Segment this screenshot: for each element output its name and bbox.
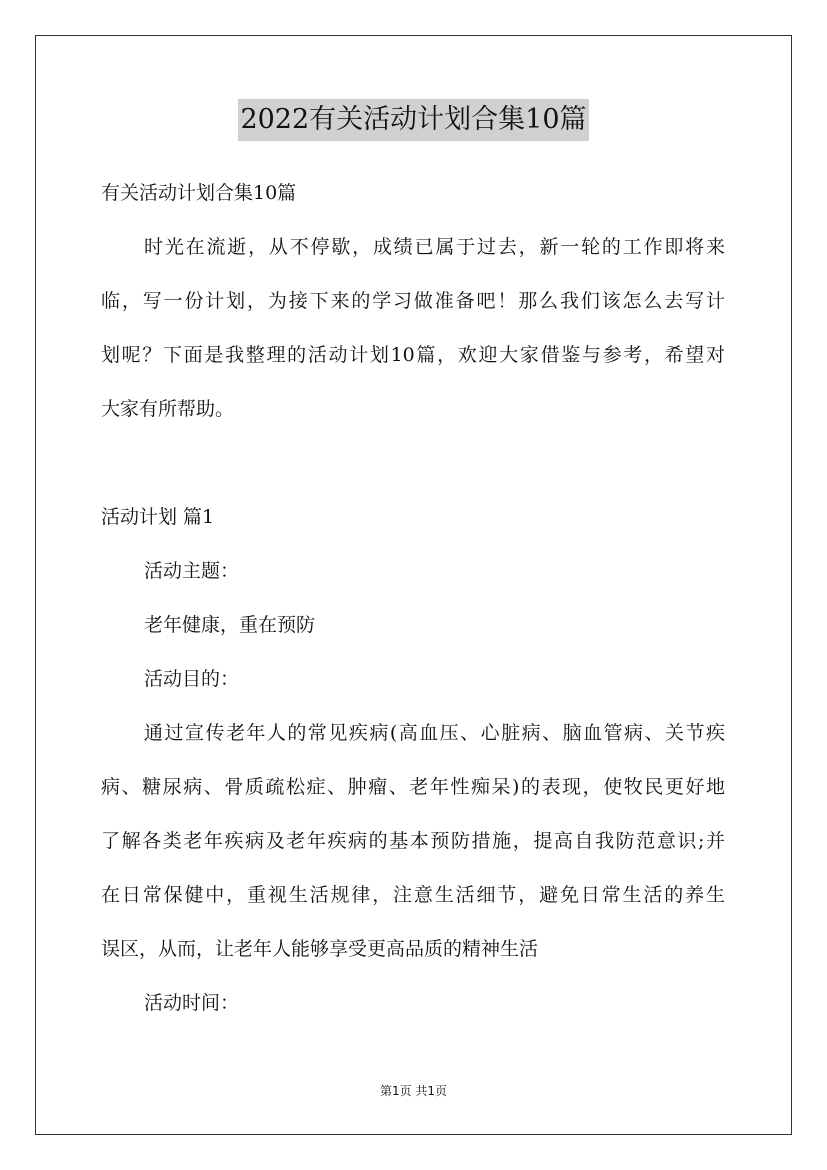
document-subtitle: 有关活动计划合集10篇	[101, 182, 297, 204]
purpose-line-5: 误区，从而，让老年人能够享受更高品质的精神生活	[101, 938, 539, 960]
intro-line-1: 时光在流逝，从不停歇，成绩已属于过去，新一轮的工作即将来	[144, 236, 725, 258]
purpose-label: 活动目的：	[144, 668, 240, 690]
intro-line-2: 临，写一份计划，为接下来的学习做准备吧！那么我们该怎么去写计	[101, 290, 725, 312]
purpose-line-1: 通过宣传老年人的常见疾病(高血压、心脏病、脑血管病、关节疾	[144, 722, 725, 744]
purpose-line-2: 病、糖尿病、骨质疏松症、肿瘤、老年性痴呆)的表现，使牧民更好地	[101, 776, 725, 798]
document-title: 2022有关活动计划合集10篇	[238, 99, 588, 141]
theme-value: 老年健康，重在预防	[144, 614, 316, 636]
purpose-line-3: 了解各类老年疾病及老年疾病的基本预防措施，提高自我防范意识;并	[101, 830, 725, 852]
intro-line-3: 划呢？下面是我整理的活动计划10篇，欢迎大家借鉴与参考，希望对	[101, 344, 725, 366]
time-label: 活动时间：	[144, 992, 240, 1014]
page-footer: 第1页 共1页	[379, 1084, 448, 1098]
title-container	[0, 99, 827, 141]
purpose-line-4: 在日常保健中，重视生活规律，注意生活细节，避免日常生活的养生	[101, 884, 725, 906]
intro-line-4: 大家有所帮助。	[101, 398, 235, 420]
theme-label: 活动主题：	[144, 560, 240, 582]
section-heading: 活动计划 篇1	[101, 506, 215, 528]
